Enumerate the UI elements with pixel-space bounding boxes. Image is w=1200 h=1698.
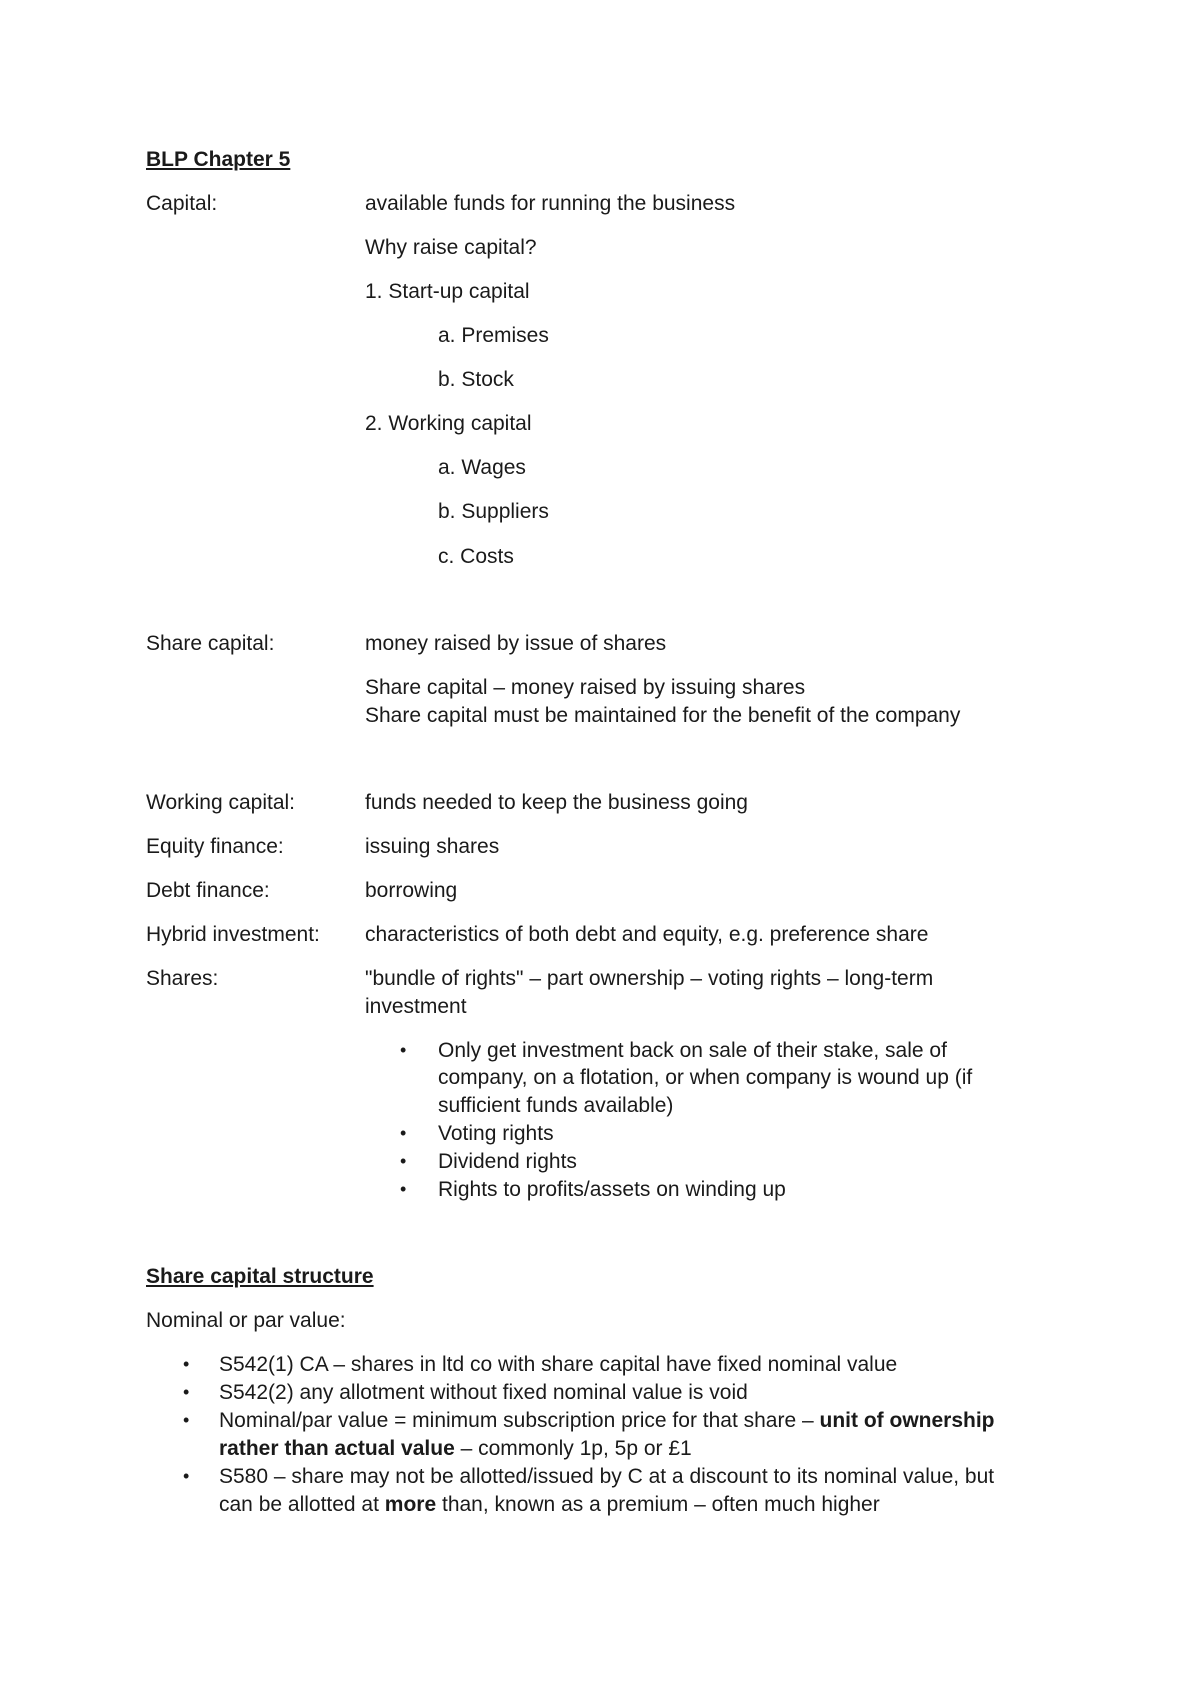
hybrid-investment-definition: characteristics of both debt and equity, e.g. preference share xyxy=(365,923,929,946)
capital-question: Why raise capital? xyxy=(365,236,537,259)
capital-item-2a: a. Wages xyxy=(438,456,526,479)
share-capital-note-1: Share capital – money raised by issuing shares xyxy=(365,676,806,699)
shares-bullet-1-line-2: company, on a flotation, or when company is wound up (if xyxy=(438,1066,973,1089)
share-capital-definition: money raised by issue of shares xyxy=(365,632,667,655)
structure-bullet-4-bold: more xyxy=(384,1493,437,1516)
bullet-marker: • xyxy=(400,1151,407,1171)
structure-bullet-4-tail: than, known as a premium – often much higher xyxy=(436,1493,880,1516)
shares-definition-line-2: investment xyxy=(365,995,467,1018)
section-heading-share-capital-structure: Share capital structure xyxy=(146,1265,374,1288)
capital-item-2c: c. Costs xyxy=(438,545,514,568)
bullet-marker: • xyxy=(400,1179,407,1199)
equity-finance-label: Equity finance: xyxy=(146,835,284,858)
bullet-marker: • xyxy=(183,1382,190,1402)
working-capital-definition: funds needed to keep the business going xyxy=(365,791,748,814)
structure-bullet-1: S542(1) CA – shares in ltd co with share capital have fixed nominal value xyxy=(219,1353,898,1376)
shares-bullet-4: Rights to profits/assets on winding up xyxy=(438,1178,786,1201)
capital-item-2: 2. Working capital xyxy=(365,412,532,435)
debt-finance-definition: borrowing xyxy=(365,879,458,902)
debt-finance-label: Debt finance: xyxy=(146,879,270,902)
structure-bullet-3-tail: – commonly 1p, 5p or £1 xyxy=(454,1437,692,1460)
bullet-marker: • xyxy=(183,1410,190,1430)
equity-finance-definition: issuing shares xyxy=(365,835,500,858)
share-capital-label: Share capital: xyxy=(146,632,275,655)
capital-item-1a: a. Premises xyxy=(438,324,549,347)
capital-item-1b: b. Stock xyxy=(438,368,514,391)
shares-definition-line-1: "bundle of rights" – part ownership – voting rights – long-term xyxy=(365,967,934,990)
capital-item-2b: b. Suppliers xyxy=(438,500,549,523)
share-capital-note-2: Share capital must be maintained for the benefit of the company xyxy=(365,704,961,727)
hybrid-investment-label: Hybrid investment: xyxy=(146,923,320,946)
structure-bullet-2: S542(2) any allotment without fixed nominal value is void xyxy=(219,1381,748,1404)
capital-definition: available funds for running the business xyxy=(365,192,736,215)
bullet-marker: • xyxy=(400,1123,407,1143)
structure-bullet-3-line-2 xyxy=(219,1435,692,1462)
shares-bullet-3: Dividend rights xyxy=(438,1150,577,1173)
structure-bullet-4-line-1: S580 – share may not be allotted/issued by C at a discount to its nominal value, but xyxy=(219,1465,995,1488)
capital-item-1: 1. Start-up capital xyxy=(365,280,530,303)
shares-bullet-1-line-3: sufficient funds available) xyxy=(438,1094,674,1117)
working-capital-label: Working capital: xyxy=(146,791,296,814)
page-title: BLP Chapter 5 xyxy=(146,148,291,171)
structure-bullet-3-text: Nominal/par value = minimum subscription price for that share – xyxy=(219,1409,820,1432)
structure-bullet-3-bold-2: rather than actual value xyxy=(219,1437,455,1460)
capital-label: Capital: xyxy=(146,192,218,215)
shares-bullet-1-line-1: Only get investment back on sale of their stake, sale of xyxy=(438,1039,947,1062)
structure-bullet-4-text: can be allotted at xyxy=(219,1493,385,1516)
bullet-marker: • xyxy=(400,1040,407,1060)
structure-bullet-4-line-2 xyxy=(219,1491,880,1518)
structure-bullet-3-bold-1: unit of ownership xyxy=(819,1409,995,1432)
nominal-value-subheading: Nominal or par value: xyxy=(146,1309,346,1332)
shares-label: Shares: xyxy=(146,967,219,990)
bullet-marker: • xyxy=(183,1466,190,1486)
shares-bullet-2: Voting rights xyxy=(438,1122,554,1145)
structure-bullet-3-line-1 xyxy=(219,1407,995,1434)
bullet-marker: • xyxy=(183,1354,190,1374)
